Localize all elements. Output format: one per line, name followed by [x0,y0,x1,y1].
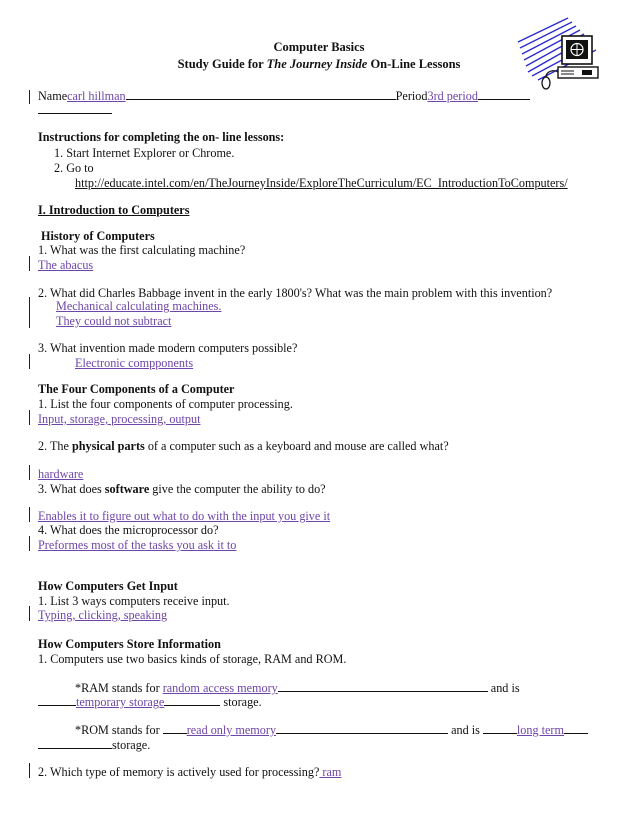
question-components-4: 4. What does the microprocessor do? [38,523,219,537]
answer-components-3[interactable]: Enables it to figure out what to do with the input you give it [38,509,331,523]
answer-components-2[interactable]: hardware [38,467,84,481]
rom-line: *ROM stands for read only memory and is long term [75,722,588,738]
question-storage-1: 1. Computers use two basics kinds of storage, RAM and ROM. [38,652,347,666]
question-storage-2: 2. Which type of memory is actively used for processing? ram [38,765,342,779]
ram-storage-line: temporary storage storage. [38,694,262,710]
question-history-3: 3. What invention made modern computers possible? [38,341,298,355]
answer-input-1[interactable]: Typing, clicking, speaking [38,608,168,622]
instruction-step-1: 1. Start Internet Explorer or Chrome. [54,146,235,160]
question-input-1: 1. List 3 ways computers receive input. [38,594,230,608]
answer-history-3[interactable]: Electronic compponents [75,356,194,370]
ram-storage-answer[interactable]: temporary storage [76,695,165,709]
rom-answer[interactable]: read only memory [186,723,277,737]
name-label: Name [38,89,68,103]
rom-storage-answer[interactable]: long term [516,723,564,737]
question-history-2: 2. What did Charles Babbage invent in the early 1800's? What was the main problem with this invention? [38,286,553,300]
answer-history-1[interactable]: The abacus [38,258,94,272]
section-1-title: I. Introduction to Computers [38,203,190,217]
document-subtitle: Study Guide for The Journey Inside On-Line Lessons [177,57,461,71]
lesson-url-link[interactable]: http://educate.intel.com/en/TheJourneyInside/ExploreTheCurriculum/EC_IntroductionToComputers/ [75,176,568,190]
answer-storage-2[interactable]: ram [319,765,342,779]
history-heading: History of Computers [41,229,155,243]
instructions-heading: Instructions for completing the on- line lessons: [38,130,285,144]
ram-answer[interactable]: random access memory [162,681,278,695]
storage-heading: How Computers Store Information [38,637,221,651]
answer-components-1[interactable]: Input, storage, processing, output [38,412,201,426]
answer-components-4[interactable]: Preformes most of the tasks you ask it to [38,538,237,552]
answer-history-2a[interactable]: Mechanical calculating machines. [56,299,222,313]
input-heading: How Computers Get Input [38,579,178,593]
answer-history-2b[interactable]: They could not subtract [56,314,172,328]
period-value[interactable]: 3rd period [427,89,478,103]
rom-storage-line: storage. [38,737,150,753]
question-history-1: 1. What was the first calculating machine? [38,243,246,257]
instruction-step-2: 2. Go to [54,161,94,175]
ram-line: *RAM stands for random access memory and is [75,681,520,695]
question-components-2: 2. The physical parts of a computer such as a keyboard and mouse are called what? [38,439,449,453]
four-components-heading: The Four Components of a Computer [38,382,235,396]
question-components-1: 1. List the four components of computer processing. [38,397,293,411]
document-title: Computer Basics [273,40,365,54]
question-components-3: 3. What does software give the computer the ability to do? [38,482,326,496]
name-value[interactable]: carl hillman [67,89,126,103]
period-label: Period [395,89,428,103]
